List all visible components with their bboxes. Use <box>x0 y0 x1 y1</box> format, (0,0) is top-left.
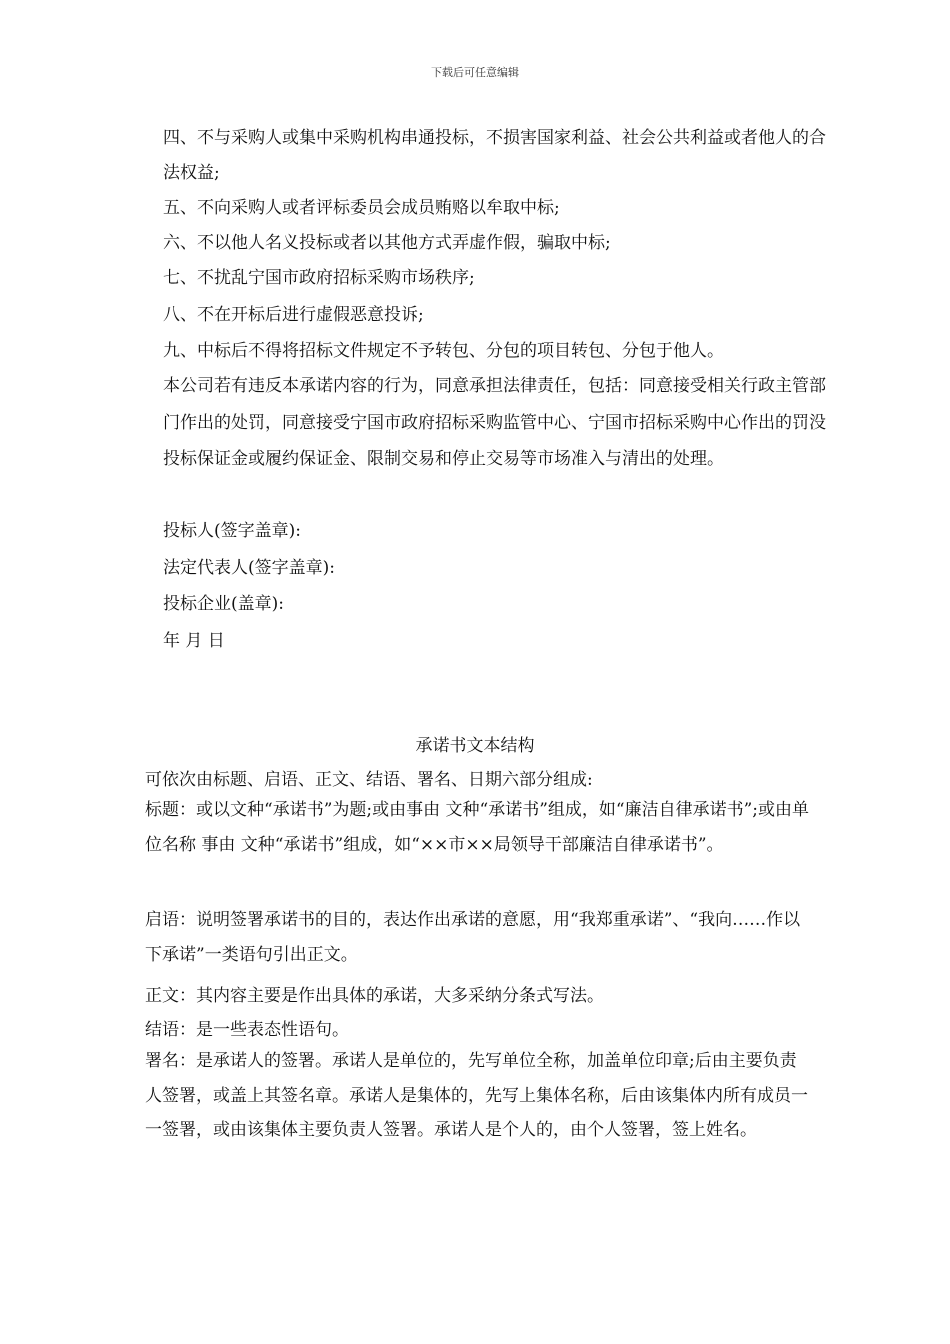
heading-paragraph: 标题：或以文种“承诺书”为题;或由事由 文种“承诺书”组成，如“廉洁自律承诺书”;或由单位名称 事由 文种“承诺书”组成，如“××市××局领导干部廉洁自律承诺书”。 <box>145 800 810 855</box>
opening-paragraph: 启语：说明签署承诺书的目的，表达作出承诺的意愿，用“我郑重承诺”、“我向……作以下承诺”一类语句引出正文。 <box>145 910 801 965</box>
legal-rep-line: 法定代表人(签字盖章): <box>163 558 335 578</box>
body-paragraph: 正文：其内容主要是作出具体的承诺，大多采纳分条式写法。 <box>145 986 604 1006</box>
signer-line: 投标人(签字盖章): <box>163 521 301 541</box>
page-header: 下载后可任意编辑 <box>431 66 519 79</box>
structure-intro: 可依次由标题、启语、正文、结语、署名、日期六部分组成: <box>145 770 593 790</box>
company-line: 投标企业(盖章): <box>163 594 284 614</box>
pledge-item-4: 四、不与采购人或集中采购机构串通投标，不损害国家利益、社会公共利益或者他人的合法权益; <box>163 128 826 183</box>
structure-title: 承诺书文本结构 <box>415 736 535 756</box>
liability-paragraph: 本公司若有违反本承诺内容的行为，同意承担法律责任，包括：同意接受相关行政主管部门作出的处罚，同意接受宁国市政府招标采购监管中心、宁国市招标采购中心作出的罚没投标保证金或履约保证金、限制交易和停止交易等市场准入与清出的处理。 <box>163 376 826 469</box>
pledge-item-7: 七、不扰乱宁国市政府招标采购市场秩序; <box>163 268 475 288</box>
signature-paragraph: 署名：是承诺人的签署。承诺人是单位的，先写单位全称，加盖单位印章;后由主要负责人签署，或盖上其签名章。承诺人是集体的，先写上集体名称，后由该集体内所有成员一一签署，或由该集体主要负责人签署。承诺人是个人的，由个人签署，签上姓名。 <box>145 1051 808 1140</box>
pledge-item-9: 九、中标后不得将招标文件规定不予转包、分包的项目转包、分包于他人。 <box>163 341 724 361</box>
pledge-item-8: 八、不在开标后进行虚假恶意投诉; <box>163 305 424 325</box>
pledge-item-5: 五、不向采购人或者评标委员会成员贿赂以牟取中标; <box>163 198 560 218</box>
closing-paragraph: 结语：是一些表态性语句。 <box>145 1020 349 1040</box>
pledge-item-6: 六、不以他人名义投标或者以其他方式弄虚作假，骗取中标; <box>163 233 611 253</box>
date-line: 年 月 日 <box>163 631 225 651</box>
